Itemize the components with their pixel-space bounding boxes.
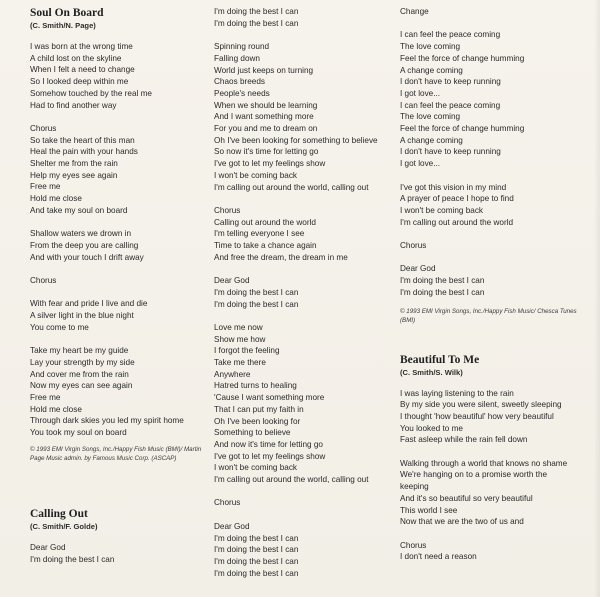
lyric-line: People's needs [214,88,270,98]
song-credits: (C. Smith/F. Golde) [30,521,98,531]
lyric-line: And I want something more [214,112,314,122]
lyric-line: For you and me to dream on [214,124,318,134]
lyric-line: Hold me close [30,194,82,204]
song-title: Soul On Board [30,7,104,19]
lyric-line: A silver light in the blue night [30,311,134,321]
lyric-line: Shallow waters we drown in [30,229,132,239]
stanza-break [400,228,590,240]
stanza-break [400,170,590,182]
lyric-line: And it's so beautiful so very beautiful [400,493,533,503]
lyric-line: Had to find another way [30,100,117,110]
lyric-line: When I felt a need to change [30,65,135,75]
lyric-line: I'm doing the best I can [400,276,485,286]
stanza-break [400,446,590,458]
lyric-line: I'm doing the best I can [214,287,299,297]
lyric-line: By my side you were silent, sweetly sleeping [400,400,562,410]
lyric-line: The love coming [400,112,461,122]
lyric-line: And cover me from the rain [30,369,129,379]
lyric-line: You come to me [30,322,89,332]
lyric-line: I've got to let my feelings show [214,159,326,169]
lyric-line: I'm doing the best I can [214,568,299,578]
lyric-line: keeping [400,482,429,492]
stanza-break [30,263,210,275]
lyric-line: Shelter me from the rain [30,159,118,169]
lyric-line: Feel the force of change humming [400,53,525,63]
lyric-line: Chorus [30,123,57,133]
lyric-line: I don't have to keep running [400,147,501,157]
stanza-break [214,509,394,521]
lyric-line: Free me [30,182,61,192]
copyright-notice: © 1993 EMI Virgin Songs, Inc./Happy Fish Music/ Chesca Tunes (BMI) [400,307,577,324]
lyric-line: I got love... [400,159,441,169]
lyric-line: Dear God [214,276,250,286]
lyric-line: 'Cause I want something more [214,393,325,403]
lyric-line: I'm calling out around the world [400,217,514,227]
song-credits: (C. Smith/S. Wilk) [400,367,463,377]
lyric-line: Fast asleep while the rain fell down [400,435,528,445]
column-right [400,6,590,563]
lyric-line: Chorus [214,498,241,508]
lyric-line: Chorus [400,241,427,251]
lyric-line: Dear God [30,542,66,552]
lyric-line: I'm doing the best I can [214,299,299,309]
lyric-line: Help my eyes see again [30,170,118,180]
lyric-line: I'm doing the best I can [214,556,299,566]
stanza-break [400,18,590,30]
lyric-line: Somehow touched by the real me [30,88,152,98]
lyric-line: Something to believe [214,428,291,438]
lyric-line: So now it's time for letting go [214,147,319,157]
column-left [30,6,210,565]
lyric-line: So take the heart of this man [30,135,135,145]
lyric-line: I got love... [400,88,441,98]
lyric-line: I'm doing the best I can [30,554,115,564]
lyric-line: Show me how [214,334,266,344]
lyrics-block [400,6,590,299]
lyric-line: I'm calling out around the world, calling out [214,182,369,192]
lyric-line: Change [400,7,429,16]
song-credits: (C. Smith/N. Page) [30,21,96,30]
lyric-line: Chorus [30,276,57,286]
page-edge-shadow [594,0,600,597]
lyric-line: And free the dream, the dream in me [214,252,348,262]
lyric-line: That I can put my faith in [214,404,304,414]
lyric-line: I can feel the peace coming [400,30,501,40]
lyric-line: Spinning round [214,42,270,52]
lyric-line: I thought 'how beautiful' how very beautiful [400,411,554,421]
stanza-break [30,217,210,229]
lyrics-block [214,6,394,579]
stanza-break [400,252,590,264]
lyric-line: Love me now [214,322,263,332]
lyric-line: I forgot the feeling [214,346,280,356]
lyrics-block [30,41,210,439]
stanza-break [214,486,394,498]
lyric-line: I don't need a reason [400,552,477,562]
lyric-line: I'm doing the best I can [214,533,299,543]
lyric-line: I can feel the peace coming [400,100,501,110]
song-title: Beautiful To Me [400,353,480,366]
lyric-line: From the deep you are calling [30,240,139,250]
song-title: Calling Out [30,507,88,520]
lyric-line: I'm doing the best I can [214,18,299,28]
lyric-line: Dear God [214,521,250,531]
lyric-line: Heal the pain with your hands [30,147,138,157]
lyrics-block [400,388,590,564]
lyric-line: Hold me close [30,404,82,414]
lyric-line: I was laying listening to the rain [400,388,514,398]
lyric-line: Chorus [214,205,241,215]
copyright-notice: © 1993 EMI Virgin Songs, Inc./Happy Fish Music (BMI)/ Martin Page Music admin. by Famous Music Corp. (ASCAP) [30,445,202,462]
lyric-line: A child lost on the skyline [30,53,122,63]
column-middle [214,6,394,579]
lyric-line: I won't be coming back [214,463,298,473]
stanza-break [30,287,210,299]
lyric-line: Take my heart be my guide [30,346,129,356]
lyric-line: A change coming [400,135,463,145]
lyric-line: We're hanging on to a promise worth the [400,470,548,480]
lyric-line: Oh I've been looking for [214,416,301,426]
lyric-line: And with your touch I drift away [30,252,144,262]
lyric-line: You took my soul on board [30,428,127,438]
stanza-break [214,263,394,275]
lyric-line: Oh I've been looking for something to believe [214,135,378,145]
stanza-break [30,334,210,346]
lyric-line: This world I see [400,505,458,515]
lyric-line: Take me there [214,358,266,368]
lyric-line: Feel the force of change humming [400,124,525,134]
lyric-line: I'm telling everyone I see [214,229,305,239]
lyric-line: I've got to let my feelings show [214,451,326,461]
lyric-line: You looked to me [400,423,463,433]
lyric-line: A change coming [400,65,463,75]
lyric-line: Lay your strength by my side [30,357,135,367]
stanza-break [400,528,590,540]
lyric-line: Now my eyes can see again [30,381,133,391]
lyric-line: I was born at the wrong time [30,42,133,51]
lyric-line: Chaos breeds [214,77,265,87]
stanza-break [214,29,394,41]
lyric-line: Chorus [400,540,427,550]
lyric-line: So I looked deep within me [30,77,129,87]
lyric-line: I don't have to keep running [400,77,501,87]
lyric-line: Hatred turns to healing [214,381,297,391]
stanza-break [214,310,394,322]
lyric-line: Anywhere [214,369,251,379]
lyric-line: When we should be learning [214,100,318,110]
lyric-line: And now it's time for letting go [214,439,323,449]
lyric-line: A prayer of peace I hope to find [400,194,514,204]
lyrics-block [30,542,210,565]
lyric-line: I'm calling out around the world, calling out [214,475,369,485]
lyric-line: I'm doing the best I can [400,287,485,297]
lyric-line: Dear God [400,264,436,274]
lyric-line: And take my soul on board [30,205,128,215]
lyric-line: With fear and pride I live and die [30,299,148,309]
lyric-line: World just keeps on turning [214,65,314,75]
lyric-line: The love coming [400,42,461,52]
lyric-line: I'm doing the best I can [214,545,299,555]
lyric-line: Time to take a chance again [214,241,317,251]
lyric-line: Free me [30,393,61,403]
stanza-break [214,193,394,205]
lyric-line: I won't be coming back [214,170,298,180]
lyric-line: Calling out around the world [214,217,316,227]
lyric-line: Falling down [214,53,260,63]
lyric-line: I've got this vision in my mind [400,182,507,192]
lyric-line: I'm doing the best I can [214,7,299,16]
lyric-line: Now that we are the two of us and [400,517,524,527]
lyric-line: Through dark skies you led my spirit home [30,416,184,426]
lyric-line: I won't be coming back [400,205,484,215]
stanza-break [30,111,210,123]
lyric-line: Walking through a world that knows no shame [400,458,568,468]
